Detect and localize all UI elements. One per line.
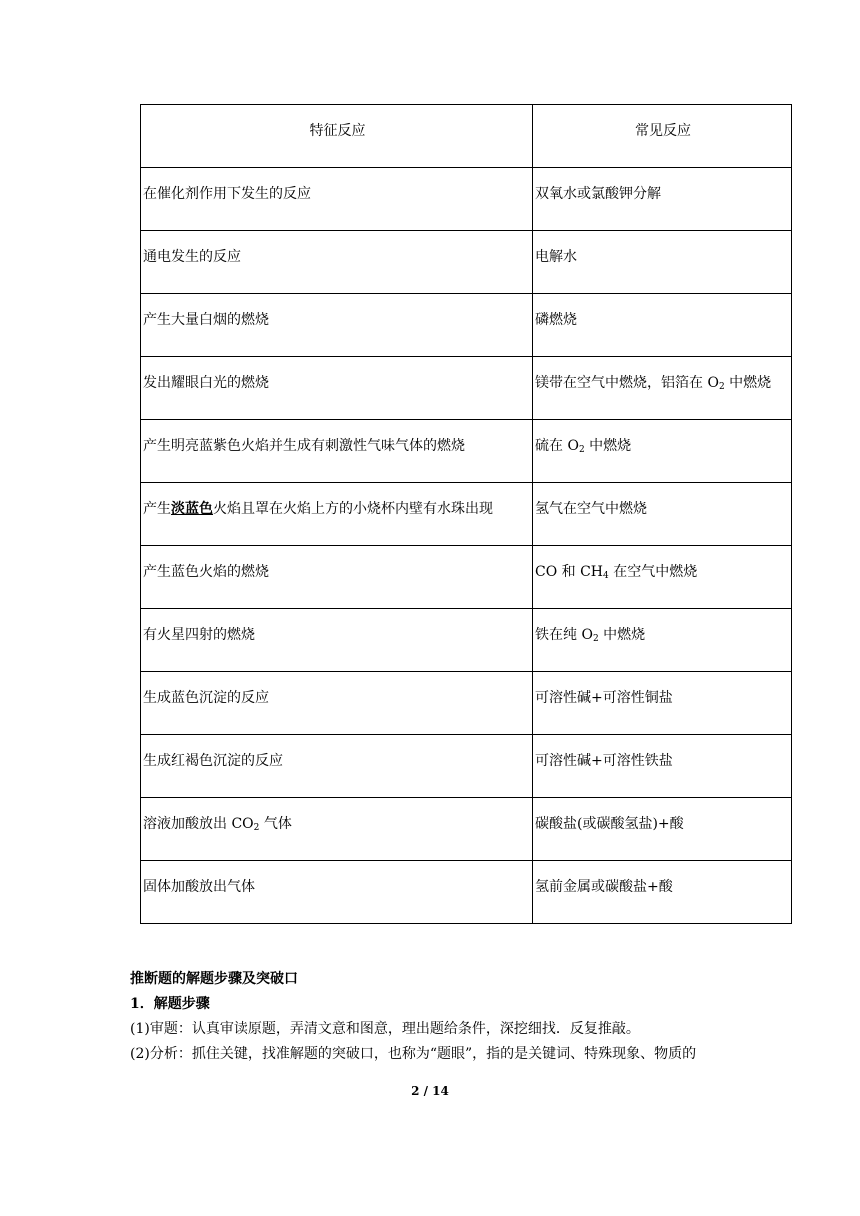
feature-cell: 固体加酸放出气体 <box>141 861 533 924</box>
text-run: 中燃烧 <box>584 438 632 454</box>
subscript: 2 <box>718 382 725 392</box>
reaction-table <box>140 104 792 924</box>
page-number: 2 / 14 <box>411 1084 449 1098</box>
step-heading: 1．解题步骤 <box>130 996 210 1012</box>
table-row <box>141 735 792 798</box>
table-row <box>141 798 792 861</box>
section-title: 推断题的解题步骤及突破口 <box>130 971 298 987</box>
feature-cell <box>141 483 533 546</box>
feature-cell: 产生大量白烟的燃烧 <box>141 294 533 357</box>
common-cell: 氢前金属或碳酸盐+酸 <box>533 861 792 924</box>
feature-cell: 有火星四射的燃烧 <box>141 609 533 672</box>
text-run: 在空气中燃烧 <box>608 564 698 580</box>
text-run: 火焰且罩在火焰上方的小烧杯内壁有水珠出现 <box>213 501 493 517</box>
subscript: 2 <box>592 634 599 644</box>
paragraph-analysis: (2)分析：抓住关键，找准解题的突破口，也称为“题眼”，指的是关键词、特殊现象、物质的 <box>130 1046 697 1062</box>
feature-cell: 通电发生的反应 <box>141 231 533 294</box>
table-row <box>141 861 792 924</box>
common-cell: 碳酸盐(或碳酸氢盐)+酸 <box>533 798 792 861</box>
text-run: 溶液加酸放出 CO <box>143 816 254 832</box>
table-row <box>141 483 792 546</box>
text-run: 气体 <box>259 816 292 832</box>
feature-cell: 生成蓝色沉淀的反应 <box>141 672 533 735</box>
table-row <box>141 546 792 609</box>
emphasis-text: 淡蓝色 <box>171 501 213 517</box>
feature-cell: 产生蓝色火焰的燃烧 <box>141 546 533 609</box>
common-cell <box>533 357 792 420</box>
table-row <box>141 168 792 231</box>
feature-cell: 产生明亮蓝紫色火焰并生成有刺激性气味气体的燃烧 <box>141 420 533 483</box>
feature-cell <box>141 798 533 861</box>
text-run: 铁在纯 O <box>535 627 593 643</box>
header-feature: 特征反应 <box>141 105 533 168</box>
subscript: 4 <box>603 571 609 581</box>
table-row <box>141 420 792 483</box>
common-cell: 可溶性碱+可溶性铁盐 <box>533 735 792 798</box>
header-common: 常见反应 <box>533 105 792 168</box>
text-run: CO 和 CH <box>535 564 604 580</box>
text-run: 中燃烧 <box>724 375 772 391</box>
reaction-table-container <box>140 104 791 924</box>
subscript: 2 <box>253 823 260 833</box>
text-run: 产生 <box>143 501 171 517</box>
table-row <box>141 609 792 672</box>
text-run: 镁带在空气中燃烧，铝箔在 O <box>535 375 719 391</box>
table-header-row <box>141 105 792 168</box>
common-cell <box>533 546 792 609</box>
common-cell: 电解水 <box>533 231 792 294</box>
common-cell: 双氧水或氯酸钾分解 <box>533 168 792 231</box>
subscript: 2 <box>578 445 585 455</box>
feature-cell: 发出耀眼白光的燃烧 <box>141 357 533 420</box>
table-row <box>141 231 792 294</box>
table-row <box>141 672 792 735</box>
feature-cell: 生成红褐色沉淀的反应 <box>141 735 533 798</box>
common-cell: 氢气在空气中燃烧 <box>533 483 792 546</box>
feature-cell: 在催化剂作用下发生的反应 <box>141 168 533 231</box>
table-row <box>141 294 792 357</box>
paragraph-review: (1)审题：认真审读原题，弄清文意和图意，理出题给条件，深挖细找．反复推敲。 <box>130 1021 640 1037</box>
common-cell: 可溶性碱+可溶性铜盐 <box>533 672 792 735</box>
table-row <box>141 357 792 420</box>
text-run: 硫在 O <box>535 438 579 454</box>
common-cell <box>533 420 792 483</box>
common-cell: 磷燃烧 <box>533 294 792 357</box>
text-run: 中燃烧 <box>598 627 646 643</box>
common-cell <box>533 609 792 672</box>
